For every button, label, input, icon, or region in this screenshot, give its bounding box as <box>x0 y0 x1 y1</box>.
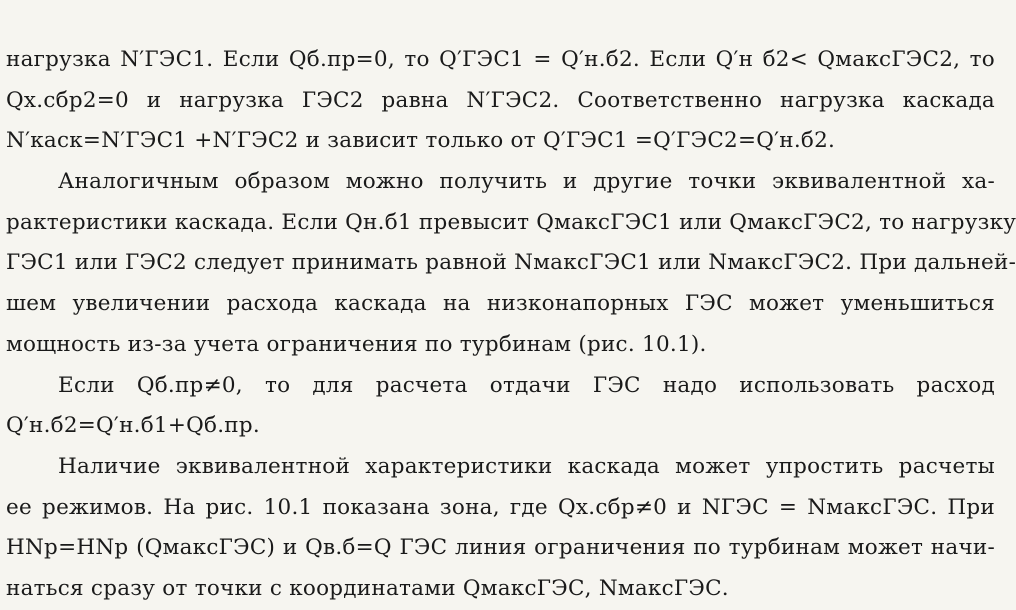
text-line: наться сразу от точки с координатами QмаксГЭС, NмаксГЭС. <box>6 575 729 601</box>
text-line: Если Qб.пр≠0, то для расчета отдачи ГЭС надо использовать расход <box>58 372 995 398</box>
text-line: HNр=HNр (QмаксГЭС) и Qв.б=Q ГЭС линия ограничения по турбинам может начи- <box>6 535 995 561</box>
text-line: нагрузка N′ГЭС1. Если Qб.пр=0, то Q′ГЭС1 = Q′н.б2. Если Q′н б2< QмаксГЭС2, то <box>6 47 995 72</box>
text-line: мощность из-за учета ограничения по турбинам (рис. 10.1). <box>6 331 707 357</box>
text-line: шем увеличении расхода каскада на низконапорных ГЭС может уменьшиться <box>6 291 995 317</box>
text-line: Qх.сбр2=0 и нагрузка ГЭС2 равна N′ГЭС2. Соответственно нагрузка каскада <box>6 87 995 113</box>
text-line: Q′н.б2=Q′н.б1+Qб.пр. <box>6 413 260 439</box>
text-line: Аналогичным образом можно получить и другие точки эквивалентной ха- <box>58 169 995 195</box>
text-line: N′каск=N′ГЭС1 +N′ГЭС2 и зависит только от Q′ГЭС1 =Q′ГЭС2=Q′н.б2. <box>6 128 836 154</box>
text-line: Наличие эквивалентной характеристики каскада может упростить расчеты <box>58 453 995 479</box>
text-line: рактеристики каскада. Если Qн.б1 превысит QмаксГЭС1 или QмаксГЭС2, то нагрузку <box>6 209 1016 235</box>
text-line: ее режимов. На рис. 10.1 показана зона, где Qх.сбр≠0 и NГЭС = NмаксГЭС. При <box>6 494 995 520</box>
text-line: ГЭС1 или ГЭС2 следует принимать равной NмаксГЭС1 или NмаксГЭС2. При дальней- <box>6 250 1016 276</box>
